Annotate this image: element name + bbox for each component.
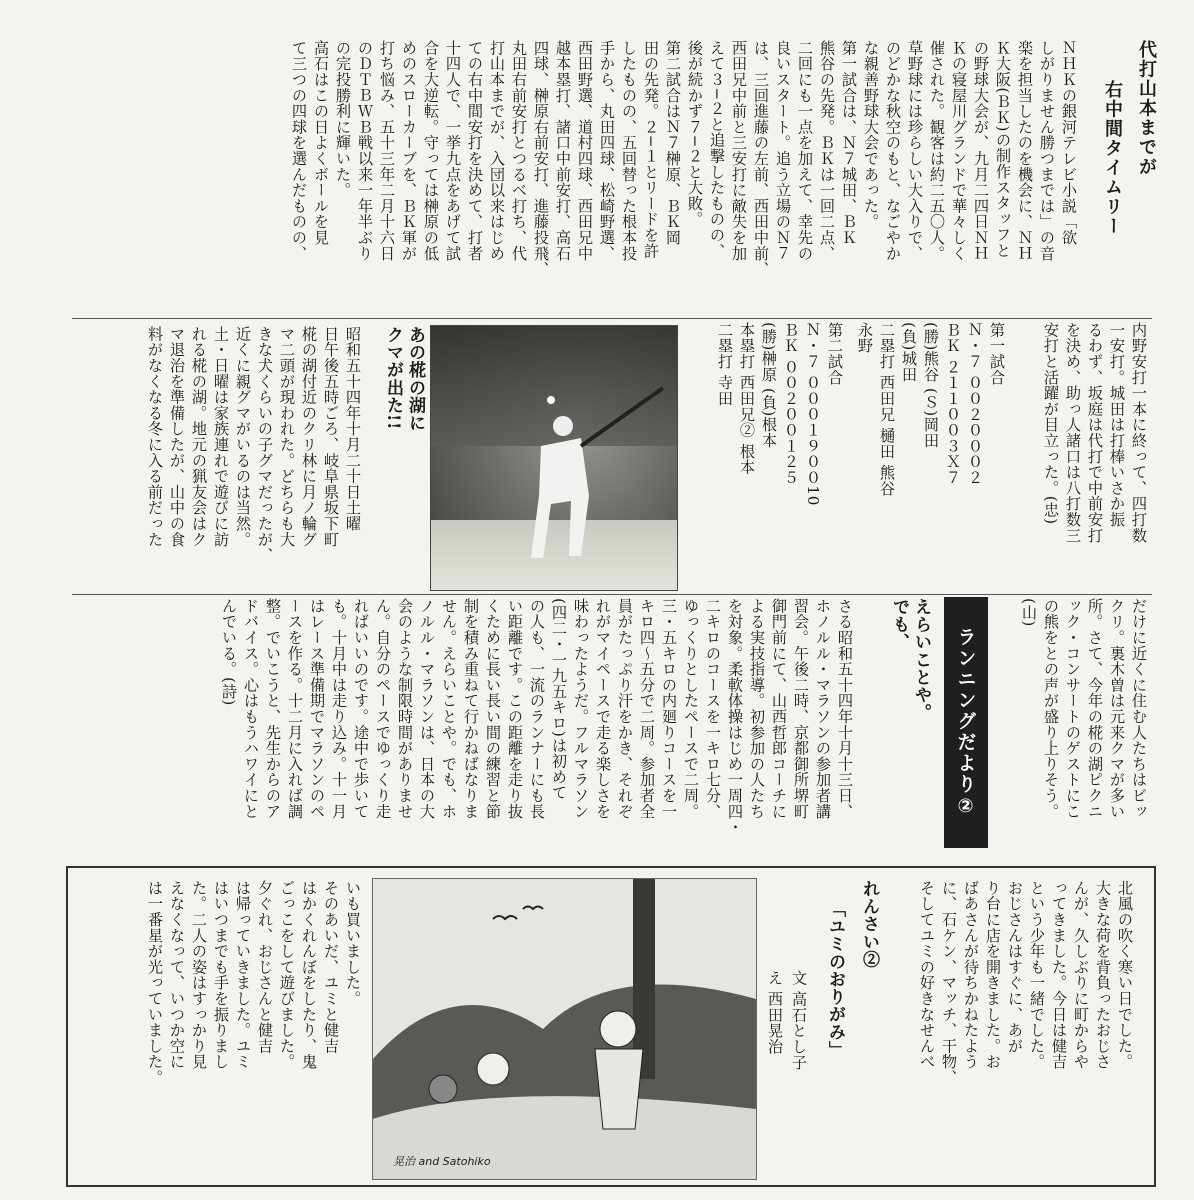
bear-body: 昭和五十四年十月二十日土曜 日午後五時ごろ、岐阜県坂下町 椛の湖付近のクリ林に月ノ輪グ マ二頭が現われた。どちらも大 きな犬くらいの子グマだったが、 近くに親グマがいるのは当然。 土・日曜は家族連れで遊びに訪 れる椛の湖。地元の猟友会はク マ退治を準備したが、山中の食 料がなくなる冬に入る前だった <box>146 326 362 563</box>
baseball-body-right: 内野安打一本に終って、四打数 一安打。城田は打棒いさか振 るわず、坂庭は代打で中前安打 を決め、助っ人諸口は八打数三 安打と活躍が目立った。(忠) <box>1042 322 1148 544</box>
serial-illustration <box>372 878 757 1180</box>
baseball-headline-2: 右中間タイムリー <box>1102 80 1123 236</box>
top-divider <box>72 318 1152 319</box>
serial-title: 「ユミのおりがみ」 <box>825 900 845 1059</box>
bear-headline: あの椛の湖に クマが出た!! <box>383 326 425 432</box>
illustration-signature: 晃治 and Satohiko <box>393 1155 491 1168</box>
running-body: さる昭和五十四年十月十三日、 ホノルル・マラソンの参加者講 習会。午後二時、京都御所堺町 御門前にて、山西哲郎コーチに よる実技指導。初参加の人たち を対象。柔軟体操はじめ一周四・ 二キロのコースを一キロ七分、 ゆっくりとしたペースで二周。 三・五キロの内廻りコースを一 キロ四〜五分で二周。参加者全 員がたっぷり汗をかき、それぞ れがマイペースで走る楽しさを 味わったようだ。フルマラソン (四二・一九五キロ)は初めて の人も、一流のランナーにも長 い距離です。この距離を走り抜 くために長い長い間の練習と節 制を積み重ねて行かねばなりま せん。えらいことや。でも、ホ ノルル・マラソンは、日本の大 会のような制限時間がありませ ん。自分のペースでゆっくり走 ればいいのです。途中で歩いて も。十月中は走り込み。十一月 はレース準備期でマラソンのペ ースを作る。十二月に入れば調 整。でいこうと、先生からのア ドバイス。心はもうハワイにと んでいる。(詩) <box>220 598 854 835</box>
serial-body-left: いも買いました。 そのあいだ、ユミと健吉 はかくれんぼをしたり、鬼 ごっこをして遊びました。 夕ぐれ、おじさんと健吉 は帰っていきました。ユミ はいつまでも手を振りまし た。二人の姿はすっかり見 えなくなって、いつか空に は一番星が光っていました。 <box>146 880 362 1086</box>
serial-illustrator: え 西田晃治 <box>766 970 784 1055</box>
serial-label: れんさい② <box>859 880 879 968</box>
middle-divider <box>72 594 1152 595</box>
illustration-drawing <box>373 879 756 1179</box>
scoreboard-game-1: 第一試合 Ｎ・７ ００２０００２ ＢＫ ２１１００３Ｘ７ (勝)熊谷 (Ｓ)岡田 (負)城田 二塁打 西田兄 樋田 熊谷 永野 <box>856 322 1006 497</box>
baseball-photo <box>430 325 678 591</box>
baseball-headline-1: 代打山本までが <box>1136 40 1157 177</box>
running-lead: えらいことや。 でも、 <box>889 598 931 722</box>
scoreboard-game-2: 第二試合 Ｎ・７ ０００１９００10 ＢＫ ００２００１２５ (勝)榊原 (負)根本 本塁打 西田兄② 根本 二塁打 寺田 <box>716 322 844 506</box>
bear-body-cont: だけに近くに住む人たちはビッ クリ。裏木曽は元来クマが多い 所。さて、今年の椛の湖ピクニ ック・コンサートのゲストにこ の熊をとの声が盛り上りそう。 (山) <box>1020 598 1148 820</box>
serial-body-right: 北風の吹く寒い日でした。 大きな荷を背負ったおじさ んが、久しぶりに町からや ってきました。今日は健吉 という少年も一緒でした。 おじさんはすぐに、あが り台に店を開きました。お ばあさんが待ちかねたよう に、石ケン、マッチ、干物、 そしてユミの好きなせんべ <box>918 880 1134 1086</box>
serial-author: 文 高石とし子 <box>790 970 808 1071</box>
running-box-title: ランニングだより② <box>944 597 988 848</box>
batter-figure <box>431 326 677 590</box>
baseball-body-top: ＮＨＫの銀河テレビ小説「欲 しがりません勝つまでは」の音 楽を担当したのを機会に、ＮＨ Ｋ大阪(ＢＫ)の制作スタッフと の野球大会が、九月二四日ＮＨ Ｋの寝屋川グランドで華々しく 催された。観客は約二五〇人。 草野球には珍らしい大入りで、 のどかな秋空のもと、なごやか な親善野球大会であった。 第一試合は、Ｎ７城田、ＢＫ 熊谷の先発。ＢＫは一回二点、 二回にも一点を加えて、幸先の 良いスタート。追う立場のＮ７ は、三回進藤の左前、西田中前、 西田兄中前と三安打に敵失を加 えて３−２と追撃したものの、 後が続かず７−２と大敗。 第二試合はＮ７榊原、ＢＫ岡 田の先発。２−１とリードを許 したものの、五回替った根本投 手から、丸田四球、松崎野選、 西田野選、道村四球、西田兄中 越本塁打、諸口中前安打、高石 四球、榊原右前安打、進藤投飛、 丸田右前安打とつるべ打ち、代 打山本までが、入団以来はじめ ての右中間安打を決めて、打者 十四人で、一挙九点をあげて試 合を大逆転。守っては榊原の低 めのスローカーブを、ＢＫ軍が 打ち悩み、五十三年二月十六日 のＤＴＢＷＢ戦以来一年半ぶり の完投勝利に輝いた。 高石はこの日よくボールを見 て三つの四球を選んだものの、 <box>290 40 1078 277</box>
